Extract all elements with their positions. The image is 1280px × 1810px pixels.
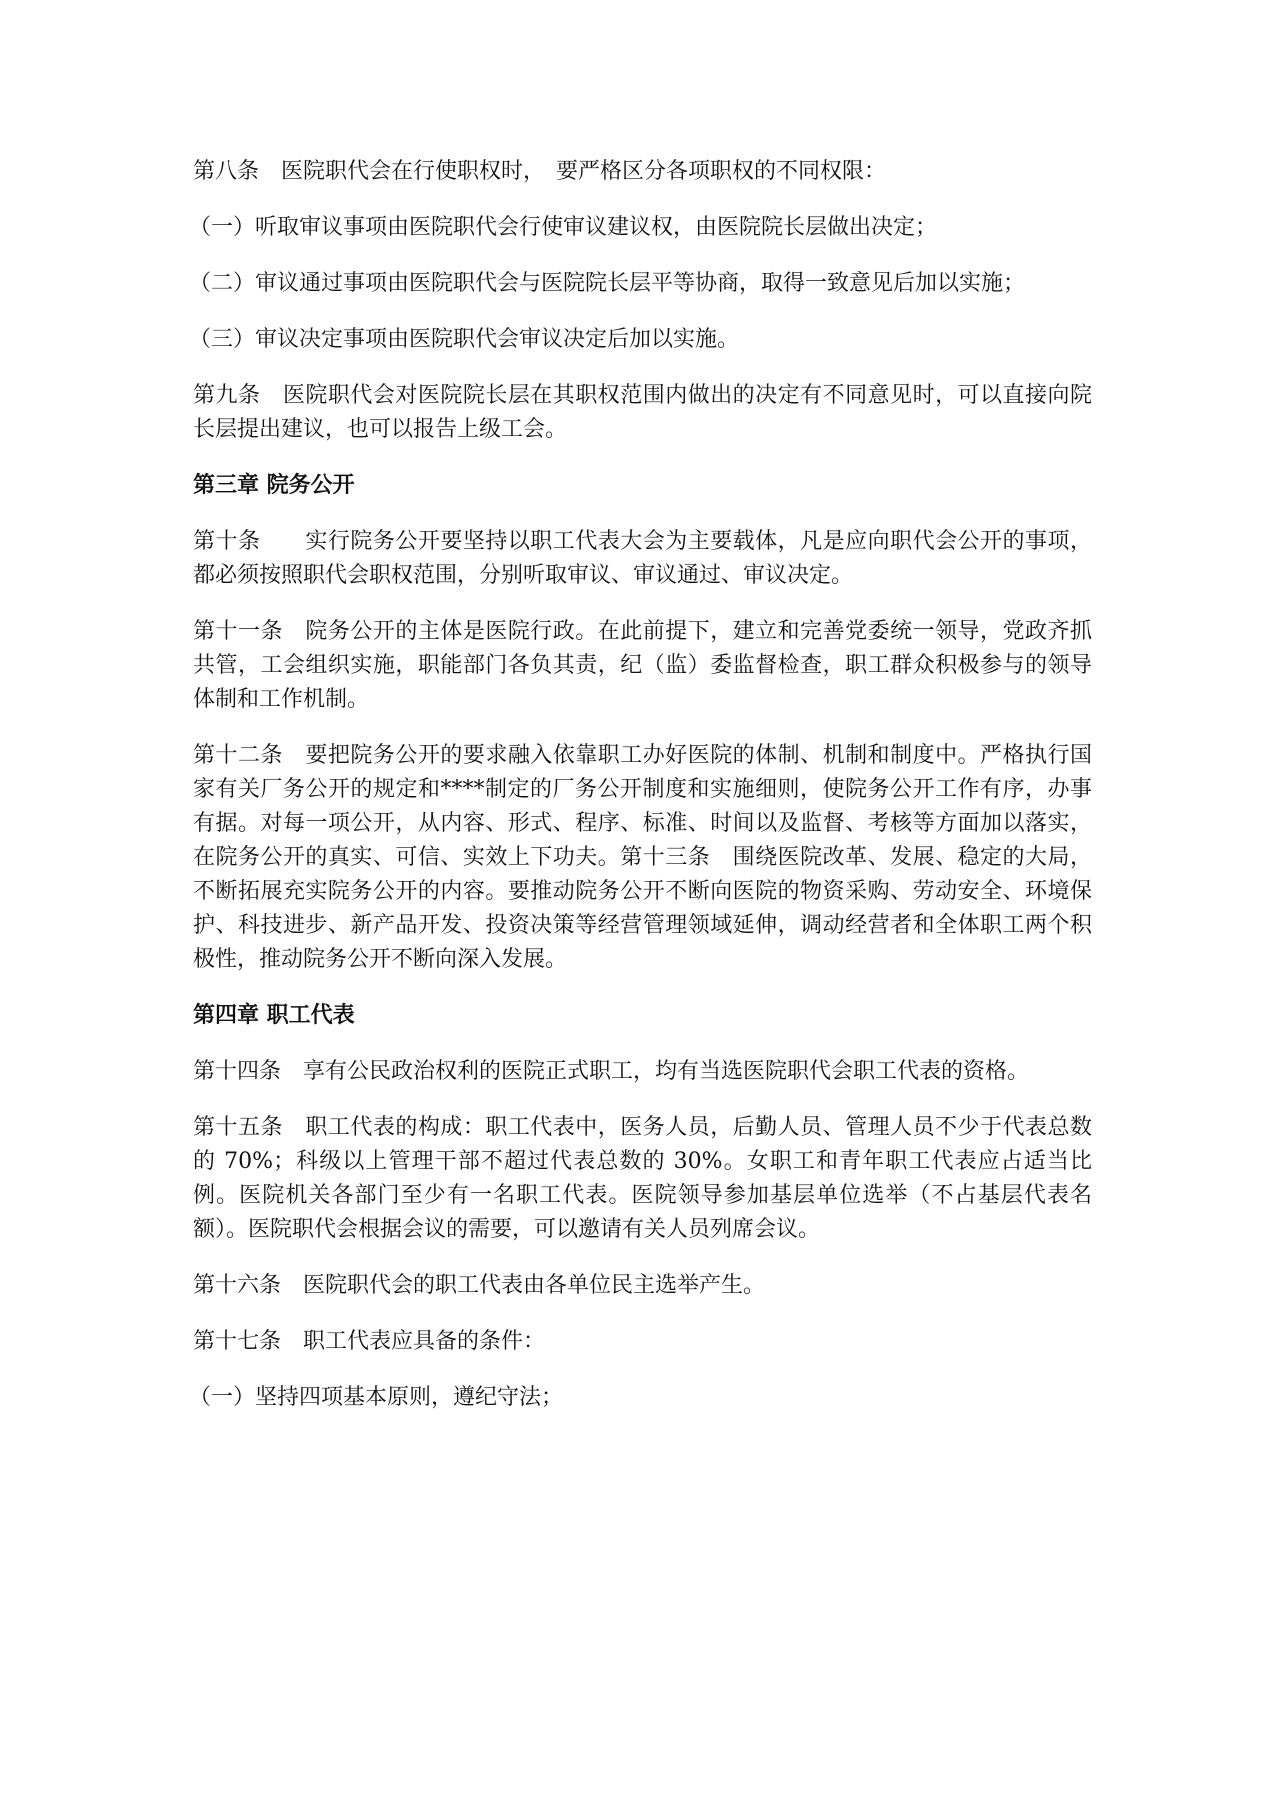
chapter-3-heading: 第三章 院务公开 [193, 473, 355, 498]
article-17-item-1: （一）坚持四项基本原则，遵纪守法； [189, 1385, 564, 1410]
article-12-13: 第十二条 要把院务公开的要求融入依靠职工办好医院的体制、机制和制度中。严格执行国家有关厂务公开的规定和****制定的厂务公开制度和实施细则，使院务公开工作有序，办事有据。对每一项公开，从内容、形式、程序、标准、时间以及监督、考核等方面加以落实，在院务公开的真实、可信、实效上下功夫。第十三条 围绕医院改革、发展、稳定的大局，不断拓展充实院务公开的内容。要推动院务公开不断向医院的物资采购、劳动安全、环境保护、科技进步、新产品开发、投资决策等经营管理领域延伸，调动经营者和全体职工两个积极性，推动院务公开不断向深入发展。 [193, 743, 1092, 972]
article-11: 第十一条 院务公开的主体是医院行政。在此前提下，建立和完善党委统一领导，党政齐抓共管，工会组织实施，职能部门各负其责，纪（监）委监督检查，职工群众积极参与的领导体制和工作机制。 [193, 619, 1092, 712]
article-15: 第十五条 职工代表的构成：职工代表中，医务人员，后勤人员、管理人员不少于代表总数的 70%；科级以上管理干部不超过代表总数的 30%。女职工和青年职工代表应占适当比例。医院机关各部门至少有一名职工代表。医院领导参加基层单位选举（不占基层代表名额）。医院职代会根据会议的需要，可以邀请有关人员列席会议。 [193, 1115, 1092, 1242]
article-8-item-1: （一）听取审议事项由医院职代会行使审议建议权，由医院院长层做出决定； [189, 215, 938, 240]
article-10: 第十条 实行院务公开要坚持以职工代表大会为主要载体，凡是应向职代会公开的事项，都必须按照职代会职权范围，分别听取审议、审议通过、审议决定。 [193, 529, 1092, 588]
chapter-4-heading: 第四章 职工代表 [193, 1003, 355, 1028]
article-9: 第九条 医院职代会对医院院长层在其职权范围内做出的决定有不同意见时，可以直接向院长层提出建议，也可以报告上级工会。 [193, 383, 1092, 442]
article-8: 第八条 医院职代会在行使职权时， 要严格区分各项职权的不同权限： [193, 159, 887, 184]
article-8-item-2: （二）审议通过事项由医院职代会与医院院长层平等协商，取得一致意见后加以实施； [189, 271, 1026, 296]
article-14: 第十四条 享有公民政治权利的医院正式职工，均有当选医院职代会职工代表的资格。 [193, 1059, 1030, 1084]
article-17: 第十七条 职工代表应具备的条件： [193, 1329, 546, 1354]
article-16: 第十六条 医院职代会的职工代表由各单位民主选举产生。 [193, 1273, 766, 1298]
article-8-item-3: （三）审议决定事项由医院职代会审议决定后加以实施。 [189, 327, 740, 352]
